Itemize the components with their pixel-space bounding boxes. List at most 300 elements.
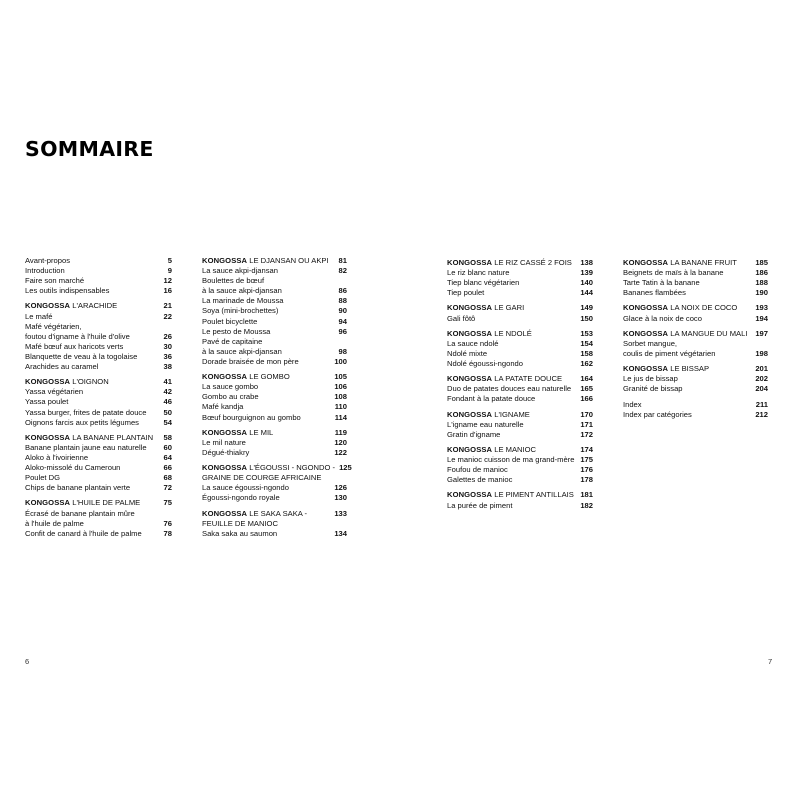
page-number: 125 [339, 463, 352, 473]
toc-entry [25, 418, 172, 428]
section-heading [447, 445, 593, 455]
kongossa-label: KONGOSSA [202, 427, 248, 437]
kongossa-label: KONGOSSA [447, 328, 493, 338]
section-title [25, 433, 160, 443]
section-name: LE PIMENT ANTILLAIS [492, 490, 574, 500]
entry-title: Glace à la noix de coco [623, 313, 702, 323]
section-heading [25, 498, 172, 508]
toc-entry [623, 400, 768, 410]
toc-entry [447, 475, 593, 485]
toc-entry [447, 339, 593, 349]
page-number: 212 [755, 409, 768, 419]
toc-column-2 [202, 256, 352, 539]
section-title [25, 377, 160, 387]
section-title [202, 372, 330, 382]
section-name: LA PATATE DOUCE [492, 374, 563, 384]
entry-title: coulis de piment végétarien [623, 348, 716, 358]
entry-title: Aloko-missolé du Cameroun [25, 463, 121, 473]
kongossa-label: KONGOSSA [25, 498, 71, 508]
toc-entry [202, 382, 347, 392]
entry-title: Le pesto de Moussa [202, 326, 271, 336]
entry-title: Blanquette de veau à la togolaise [25, 351, 138, 361]
toc-entry [25, 473, 172, 483]
toc-entry [25, 519, 172, 529]
toc-section [447, 490, 593, 510]
section-name: LE GARI [492, 303, 525, 313]
section-name: LE RIZ CASSÉ 2 FOIS [492, 258, 572, 267]
entry-title: Fondant à la patate douce [447, 394, 536, 404]
section-heading [447, 410, 593, 420]
toc-entry [202, 276, 347, 286]
section-name: LE DJANSAN OU AKPI [247, 256, 329, 265]
toc-entry [25, 529, 172, 539]
toc-section [623, 303, 768, 323]
page-number: 176 [580, 465, 593, 475]
toc-entry [623, 268, 768, 278]
section-name: FEUILLE DE MANIOC [202, 518, 278, 528]
section-heading [202, 428, 347, 438]
section-title [447, 490, 576, 500]
toc-entry [447, 455, 593, 465]
entry-title: Boulettes de bœuf [202, 276, 265, 286]
page-number: 144 [580, 288, 593, 298]
section-heading [623, 329, 768, 339]
entry-title: Écrasé de banane plantain mûre [25, 508, 135, 518]
toc-entry [202, 402, 347, 412]
toc-entry [25, 332, 172, 342]
section-heading [447, 258, 593, 268]
page-number: 204 [755, 384, 768, 394]
section-heading [447, 303, 593, 313]
toc-section [202, 256, 347, 367]
kongossa-label: KONGOSSA [447, 374, 493, 384]
page-number: 164 [580, 374, 593, 384]
toc-entry [202, 493, 347, 503]
page-number: 90 [338, 306, 347, 316]
toc-entry [447, 359, 593, 369]
section-heading [447, 374, 593, 384]
section-title [202, 509, 330, 519]
section-name: LE BISSAP [668, 364, 710, 374]
section-title [202, 428, 331, 438]
toc-entry [623, 278, 768, 288]
page-number: 81 [338, 256, 347, 265]
page-number: 126 [334, 483, 347, 493]
toc-section [623, 258, 768, 298]
section-heading [202, 256, 347, 266]
section-title [447, 303, 576, 313]
section-title [202, 463, 335, 473]
page-number: 42 [163, 387, 172, 397]
entry-title: Mafé végétarien, [25, 321, 82, 331]
entry-title: Foufou de manioc [447, 465, 508, 475]
toc-section [25, 433, 172, 494]
entry-title: La purée de piment [447, 500, 513, 510]
toc-entry [623, 339, 768, 349]
entry-title: Yassa poulet [25, 397, 69, 407]
toc-entry [25, 463, 172, 473]
entry-title: La sauce égoussi-ngondo [202, 483, 289, 493]
page-number: 98 [338, 346, 347, 356]
page-number: 120 [334, 437, 347, 447]
entry-title: Bananes flambées [623, 288, 686, 298]
page-number: 119 [334, 427, 347, 437]
toc-entry [25, 312, 172, 322]
entry-title: Granité de bissap [623, 384, 683, 394]
page-number: 211 [755, 399, 768, 409]
page-number: 64 [163, 452, 172, 462]
page-number: 16 [163, 286, 172, 296]
page-number: 86 [338, 286, 347, 296]
page-number: 140 [580, 278, 593, 288]
section-heading [623, 364, 768, 374]
toc-entry [25, 408, 172, 418]
toc-entry [25, 397, 172, 407]
page-number: 193 [755, 303, 768, 313]
entry-title: Ndolé égoussi-ngondo [447, 359, 523, 369]
page-number: 110 [334, 402, 347, 412]
page-number: 12 [163, 276, 172, 286]
page-number: 186 [755, 268, 768, 278]
kongossa-label: KONGOSSA [447, 409, 493, 419]
page-number: 139 [580, 268, 593, 278]
entry-title: La sauce ndolé [447, 338, 499, 348]
page-number: 172 [580, 429, 593, 439]
page-number: 171 [580, 419, 593, 429]
section-name: L'OIGNON [70, 377, 109, 387]
toc-section [202, 463, 352, 503]
section-title [447, 374, 576, 384]
entry-title: à la sauce akpi-djansan [202, 286, 282, 296]
toc-entry [25, 509, 172, 519]
page-number: 185 [755, 258, 768, 267]
entry-title: Aloko à l'ivoirienne [25, 452, 89, 462]
entry-title: Pavé de capitaine [202, 336, 263, 346]
kongossa-label: KONGOSSA [447, 490, 493, 500]
kongossa-label: KONGOSSA [202, 256, 248, 265]
toc-entry [202, 317, 347, 327]
page-number: 194 [755, 313, 768, 323]
entry-title: Banane plantain jaune eau naturelle [25, 442, 147, 452]
section-heading [202, 372, 347, 382]
page-number: 153 [580, 328, 593, 338]
section-heading [623, 303, 768, 313]
entry-title: Poulet DG [25, 473, 61, 483]
toc-column-4 [623, 258, 768, 420]
toc-section [25, 498, 172, 538]
entry-title: foutou d'igname à l'huile d'olive [25, 331, 130, 341]
page-number: 96 [338, 326, 347, 336]
toc-section [25, 377, 172, 427]
section-title [623, 258, 751, 268]
toc-section [447, 329, 593, 369]
toc-entry [447, 349, 593, 359]
toc-entry [623, 410, 768, 420]
section-name: LE MANIOC [492, 444, 536, 454]
toc-entry [202, 392, 347, 402]
toc-section [202, 372, 347, 422]
page-number: 122 [334, 447, 347, 457]
section-title [447, 410, 576, 420]
entry-title: Le mafé [25, 311, 53, 321]
section-name: LE MIL [247, 427, 274, 437]
kongossa-label: KONGOSSA [202, 463, 248, 473]
page-number: 21 [163, 301, 172, 311]
page-number: 175 [580, 455, 593, 465]
entry-title: Bœuf bourguignon au gombo [202, 412, 301, 422]
page-number: 105 [334, 372, 347, 382]
toc-entry [25, 276, 172, 286]
entry-title: Oignons farcis aux petits légumes [25, 417, 139, 427]
entry-title: Index par catégories [623, 409, 692, 419]
entry-title: Gali fôtô [447, 313, 476, 323]
page-number: 158 [580, 348, 593, 358]
page-number: 181 [580, 490, 593, 500]
section-title [623, 329, 751, 339]
entry-title: La marinade de Moussa [202, 296, 284, 306]
toc-column-3 [447, 258, 593, 511]
entry-title: L'igname eau naturelle [447, 419, 524, 429]
page-number: 88 [338, 296, 347, 306]
toc-entry [447, 268, 593, 278]
page-number-left: 6 [25, 657, 30, 666]
section-name: LA MANGUE DU MALI [668, 328, 748, 338]
page-number: 166 [580, 394, 593, 404]
kongossa-label: KONGOSSA [623, 364, 669, 374]
toc-entry [202, 337, 347, 347]
page-number: 149 [580, 303, 593, 313]
toc-entry [447, 430, 593, 440]
toc-section [623, 400, 768, 420]
page-number: 54 [163, 417, 172, 427]
toc-entry [202, 438, 347, 448]
page-number: 66 [163, 463, 172, 473]
page-number-right: 7 [768, 657, 773, 666]
entry-title: Yassa végétarien [25, 387, 84, 397]
toc-entry [25, 352, 172, 362]
section-name: L'HUILE DE PALME [70, 498, 141, 508]
toc-section [623, 329, 768, 359]
section-title [25, 301, 160, 311]
section-title [623, 364, 751, 374]
entry-title: à l'huile de palme [25, 518, 84, 528]
toc-section [623, 364, 768, 394]
toc-entry [202, 483, 347, 493]
toc-entry [25, 266, 172, 276]
section-heading-continuation [202, 519, 347, 529]
toc-entry [623, 288, 768, 298]
entry-title: Soya (mini-brochettes) [202, 306, 279, 316]
section-name: L'ÉGOUSSI - NGONDO - [247, 463, 336, 473]
section-title [447, 445, 576, 455]
kongossa-label: KONGOSSA [623, 328, 669, 338]
toc-entry [447, 384, 593, 394]
toc-entry [202, 286, 347, 296]
page-number: 165 [580, 384, 593, 394]
toc-entry [25, 322, 172, 332]
entry-title: Chips de banane plantain verte [25, 483, 131, 493]
page-number: 46 [163, 397, 172, 407]
entry-title: Tarte Tatin à la banane [623, 278, 700, 288]
toc-entry [447, 420, 593, 430]
page-number: 22 [163, 311, 172, 321]
section-name: LE SAKA SAKA - [247, 508, 308, 518]
page-number: 108 [334, 392, 347, 402]
page-number: 30 [163, 341, 172, 351]
section-name: LA NOIX DE COCO [668, 303, 738, 313]
kongossa-label: KONGOSSA [25, 377, 71, 387]
toc-entry [202, 448, 347, 458]
toc-section [25, 256, 172, 296]
page-number: 36 [163, 351, 172, 361]
entry-title: Gratin d'igname [447, 429, 501, 439]
toc-entry [202, 347, 347, 357]
entry-title: Tiep poulet [447, 288, 485, 298]
page-number: 100 [334, 356, 347, 366]
entry-title: Égoussi-ngondo royale [202, 493, 280, 503]
page-number: 82 [338, 266, 347, 276]
page-number: 201 [755, 364, 768, 374]
section-name: L'IGNAME [492, 409, 530, 419]
entry-title: Galettes de manioc [447, 475, 513, 485]
section-heading [202, 509, 347, 519]
page-number: 78 [163, 528, 172, 538]
page-number: 94 [338, 316, 347, 326]
toc-entry [447, 501, 593, 511]
entry-title: Tiep blanc végétarien [447, 278, 520, 288]
page-number: 50 [163, 407, 172, 417]
toc-entry [202, 357, 347, 367]
toc-section [447, 303, 593, 323]
kongossa-label: KONGOSSA [447, 444, 493, 454]
page-number: 58 [163, 432, 172, 442]
toc-section [447, 410, 593, 440]
entry-title: Saka saka au saumon [202, 528, 278, 538]
page-number: 178 [580, 475, 593, 485]
section-heading [202, 463, 352, 473]
toc-entry [447, 394, 593, 404]
toc-entry [447, 465, 593, 475]
page-number: 182 [580, 500, 593, 510]
kongossa-label: KONGOSSA [447, 303, 493, 313]
section-name: L'ARACHIDE [70, 301, 118, 311]
toc-entry [25, 387, 172, 397]
section-name: LE NDOLÉ [492, 328, 532, 338]
page-number: 188 [755, 278, 768, 288]
kongossa-label: KONGOSSA [25, 301, 71, 311]
page-number: 133 [334, 508, 347, 518]
toc-entry [25, 443, 172, 453]
page-number: 198 [755, 348, 768, 358]
page-number: 41 [163, 377, 172, 387]
toc-entry [623, 349, 768, 359]
page-number: 138 [580, 258, 593, 267]
section-heading [25, 301, 172, 311]
entry-title: Arachides au caramel [25, 362, 99, 372]
section-heading [623, 258, 768, 268]
toc-entry [623, 314, 768, 324]
page-number: 130 [334, 493, 347, 503]
entry-title: Ndolé mixte [447, 348, 488, 358]
kongossa-label: KONGOSSA [623, 303, 669, 313]
section-title [202, 256, 335, 266]
entry-title: Le riz blanc nature [447, 268, 510, 278]
toc-entry [25, 286, 172, 296]
section-title [447, 329, 576, 339]
toc-entry [25, 362, 172, 372]
page-number: 26 [163, 331, 172, 341]
toc-entry [447, 288, 593, 298]
section-title [25, 498, 160, 508]
kongossa-label: KONGOSSA [623, 258, 669, 267]
entry-title: Duo de patates douces eau naturelle [447, 384, 572, 394]
page-number: 134 [334, 528, 347, 538]
kongossa-label: KONGOSSA [447, 258, 493, 267]
section-name: LA BANANE FRUIT [668, 258, 737, 267]
entry-title: Dorade braisée de mon père [202, 356, 299, 366]
toc-entry [623, 384, 768, 394]
page-number: 72 [163, 483, 172, 493]
section-heading [447, 329, 593, 339]
toc-entry [25, 342, 172, 352]
entry-title: Le jus de bissap [623, 374, 678, 384]
entry-title: Faire son marché [25, 276, 85, 286]
toc-entry [202, 306, 347, 316]
entry-title: Mafé bœuf aux haricots verts [25, 341, 124, 351]
entry-title: La sauce akpi-djansan [202, 266, 278, 276]
toc-entry [202, 413, 347, 423]
page-number: 5 [167, 256, 172, 265]
entry-title: Mafé kandja [202, 402, 244, 412]
entry-title: Poulet bicyclette [202, 316, 258, 326]
page-number: 150 [580, 313, 593, 323]
page-number: 106 [334, 382, 347, 392]
toc-entry [447, 278, 593, 288]
toc-entry [447, 314, 593, 324]
entry-title: Index [623, 399, 642, 409]
page-number: 75 [163, 498, 172, 508]
section-name: GRAINE DE COURGE AFRICAINE [202, 473, 322, 483]
entry-title: à la sauce akpi-djansan [202, 346, 282, 356]
entry-title: Beignets de maïs à la banane [623, 268, 724, 278]
section-heading-continuation [202, 473, 347, 483]
page-number: 190 [755, 288, 768, 298]
page-title: SOMMAIRE [25, 137, 154, 161]
toc-entry [25, 453, 172, 463]
section-name: LE GOMBO [247, 372, 290, 382]
section-name: LA BANANE PLANTAIN [70, 432, 154, 442]
page-number: 68 [163, 473, 172, 483]
toc-entry [25, 483, 172, 493]
page-number: 114 [334, 412, 347, 422]
entry-title: Le mil nature [202, 437, 246, 447]
entry-title: Yassa burger, frites de patate douce [25, 407, 147, 417]
toc-section [447, 374, 593, 404]
page-number: 76 [163, 518, 172, 528]
kongossa-label: KONGOSSA [25, 432, 71, 442]
toc-entry [623, 374, 768, 384]
kongossa-label: KONGOSSA [202, 508, 248, 518]
entry-title: Le manioc cuisson de ma grand-mère [447, 455, 575, 465]
entry-title: Sorbet mangue, [623, 338, 678, 348]
toc-section [202, 428, 347, 458]
toc-section [447, 258, 593, 298]
page-number: 162 [580, 359, 593, 369]
toc-entry [202, 266, 347, 276]
toc-entry [202, 529, 347, 539]
page-number: 170 [580, 409, 593, 419]
entry-title: Introduction [25, 266, 65, 276]
